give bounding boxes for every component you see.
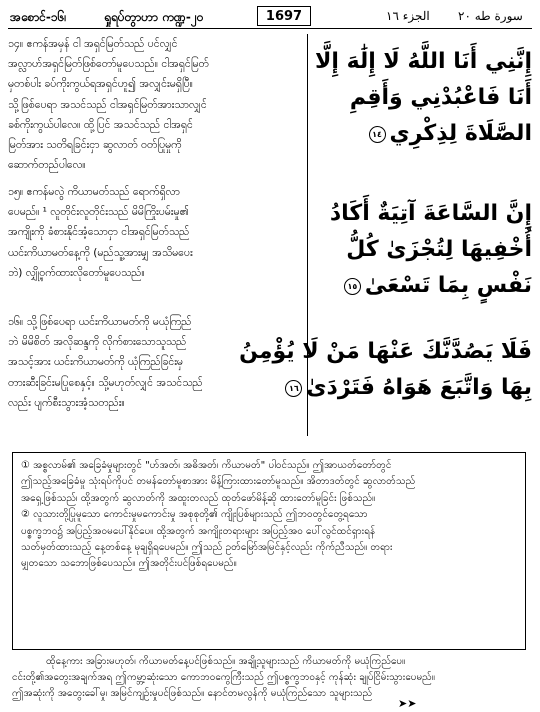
- translation-line: မှတစ်ပါး ခပ်ကိုးကွယ်ရအရှင်ဟူ၍ အလျှင်းမရှိပြီ။: [8, 78, 193, 91]
- juz-label: الجزء ١٦: [386, 9, 430, 23]
- ayah-number-marker: ١٤: [369, 126, 386, 143]
- arabic-line: [289, 370, 532, 406]
- arabic-text: الصَّلَاةَ لِذِكْرِي: [389, 121, 532, 146]
- arabic-line: أَنَا فَاعْبُدْنِي وَأَقِمِ: [349, 85, 532, 110]
- volume-label: အစောင်-၁၆၊: [10, 10, 67, 24]
- ayah-number-marker: ١٦: [285, 380, 302, 397]
- commentary-line: ထိုနေ့ကား အခြားမဟုတ်၊ ကိယာမတ်နေ့ပင်ဖြစ်သည်။ အချို့သူများသည် ကိယာမတ်ကို မယုံကြည်ပေ။: [46, 656, 406, 667]
- arabic-text: بِهَا وَاتَّبَعَ هَوَاهُ فَتَرْدَىٰ: [306, 375, 532, 400]
- translation-line: ၁၄။ ဧကန်အမှန် ငါ အရှင်မြတ်သည် ပင်လျှင်: [8, 38, 178, 50]
- arabic-line: إِنَّ السَّاعَةَ آتِيَةٌ أَكَادُ: [329, 201, 532, 226]
- footnote-line: ပစ္စက္ခဘဝ၌ အပြည့်အဝမပေါ်နိုင်ပေ။ ထို့အတွက် အကျိုးတရားများ အပြည့်အဝ ပေါ်လွင်ထင်ရှားရန်: [21, 525, 376, 537]
- commentary-line: ဤအဆုံးကို အတွေးခေါ်မှု၊ အမြင်ကျဉ်းမှုပင်ဖြစ်သည်။ နောင်တမလွန်ကို မယုံကြည်သော သူများသည်: [12, 688, 373, 699]
- ayah-number-marker: ١٥: [344, 278, 361, 295]
- footnote-line: ① အစ္စလာမ်၏ အခြေခံမှုများတွင် "ဟ်အတ်၊ အဓိအတ်၊ ကိယာမတ်" ပါဝင်သည်။ ဤအာယတ်တော်တွင်: [21, 460, 392, 471]
- translation-line: ဘဲ) လျှို့ဝှက်ထားလိုတော်မူပေသည်။: [8, 266, 145, 279]
- footnote-line: မျှတသော သဘောဖြစ်ပေသည်။ ဤအတိုင်းပင်ဖြစ်ရပေမည်။: [21, 558, 237, 570]
- verse-14-translation: [8, 34, 300, 175]
- commentary-line: ငင်းတို့၏အတွေးအချက်အရ ဤကမ္ဘာ့ဆုံးသော ကောဘဝကွေကြီးသည် ဤပစ္စက္ခဘဝနှင့် ကုန်ဆုံး ချုပ်ငြိမ်းသွားပေမည်။: [12, 672, 435, 683]
- footnote-line: ② လူသားတို့ပြုမူသော ကောင်းမှုမကောင်းမှု အစုစုတို့၏ ကျိုးပြစ်များသည် ဤဘဝတွင်တွေ့ရသော: [21, 509, 368, 521]
- translation-line: ပေမည်။ ¹ လူတိုင်းလူတိုင်းသည် မိမိကြိုးပမ်းမှု၏: [8, 206, 189, 219]
- translation-line: အကျိုးကို ခံစားနိုင်အံ့သောငှာ ငါအရှင်မြတ်သည်: [8, 226, 190, 239]
- arabic-line: [316, 268, 532, 304]
- footnote-line: အရှေ့ဖြစ်သည်၊ ထို့အတွက် ဆွလာတ်ကို အထူးတလည် ထုတ်ဖော်မိန့်ဆို ထားတော်မူခြင်း ဖြစ်သည်။: [21, 492, 376, 504]
- translation-line: အသင့်အား ယင်းကိယာမတ်ကို ယုံကြည်ခြင်းမှ: [8, 356, 183, 369]
- verse-15-translation: [8, 182, 300, 283]
- footnote-box: [12, 452, 526, 650]
- translation-line: တားဆီးခြင်းမပြုစေနှင့်။ သို့မဟုတ်လျှင် အသင်သည်: [8, 376, 203, 389]
- translation-line: ခစ်ကိုးကွယ်ပါလေ။ ထို့ပြင် အသင်သည် ငါအရှင်: [8, 118, 193, 131]
- verse-15-arabic: [316, 196, 532, 304]
- arabic-text: نَفْسٍ بِمَا تَسْعَىٰ: [364, 273, 532, 298]
- surah-label: سورة طه ٢٠: [458, 9, 523, 23]
- page-number: 1697: [257, 6, 311, 26]
- arabic-line: [316, 116, 532, 152]
- continuation-marker: ➤➤: [398, 697, 417, 710]
- translation-line: ဘဲ မိမိစိတ် အလိုဆန္ဒကို လိုက်စားသောသူသည်: [8, 336, 187, 349]
- verse-16-arabic: [239, 334, 532, 406]
- page-header: [8, 6, 532, 29]
- translation-line: ၁၅။ ဧကန်မလွဲ ကိယာမတ်သည် ရောက်ရှိလာ: [8, 186, 180, 198]
- arabic-line: إِنَّنِي أَنَا اللَّهُ لَا إِلَٰهَ إِلَّا: [315, 49, 532, 74]
- footnote-line: ဤသည့်အခြေခံမှု သုံးရပ်ကိုပင် တမန်တော်မူစာအား မိန့်ကြားထားတော်မူသည်။ အိတာဒတ်တွင် ဆွလာတ်သည်: [21, 476, 416, 488]
- translation-line: ယင်းကိယာမတ်နေ့ကို (မည်သူ့အားမျှ အသိမပေး: [8, 246, 193, 259]
- translation-line: ဆောက်တည်ပါလေ။: [8, 159, 86, 172]
- translation-line: ၁၆။ သို့ဖြစ်ပေရာ ယင်းကိယာမတ်ကို မယုံကြည်: [8, 316, 192, 328]
- verse-14-arabic: [316, 44, 532, 152]
- arabic-line: فَلَا يَصُدَّنَّكَ عَنْهَا مَنْ لَا يُؤْمِنُ: [239, 339, 532, 364]
- commentary: [12, 654, 526, 702]
- translation-line: လည်း ပျက်စီးသွားအံ့သတည်း။: [8, 396, 125, 409]
- book-title: ရှုရပ်တွာဟာ ကဏ္ဍ-၂၀: [104, 10, 204, 24]
- translation-line: မြတ်အား သတိရခြင်းငှာ ဆွလာတ် ဝတ်ပြုမှုကို: [8, 139, 182, 152]
- arabic-line: أُخْفِيهَا لِتُجْزَىٰ كُلُّ: [346, 237, 532, 262]
- translation-line: အလ္လာဟ်အရှင်မြတ်ဖြစ်တော်မူပေသည်။ ငါအရှင်မြတ်: [8, 58, 209, 71]
- footnote-line: သတ်မှတ်ထားသည့် နေ့တစ်နေ့ မုချရှိရပေမည်။ ဤသည် ဥတ်မြော်အမြင်နှင့်လည်း ကိုက်ညီသည်။ တရား: [21, 542, 393, 554]
- translation-line: သို့ဖြစ်ပေရာ အသင်သည် ငါအရှင်မြတ်အားသာလျှင်: [8, 98, 207, 111]
